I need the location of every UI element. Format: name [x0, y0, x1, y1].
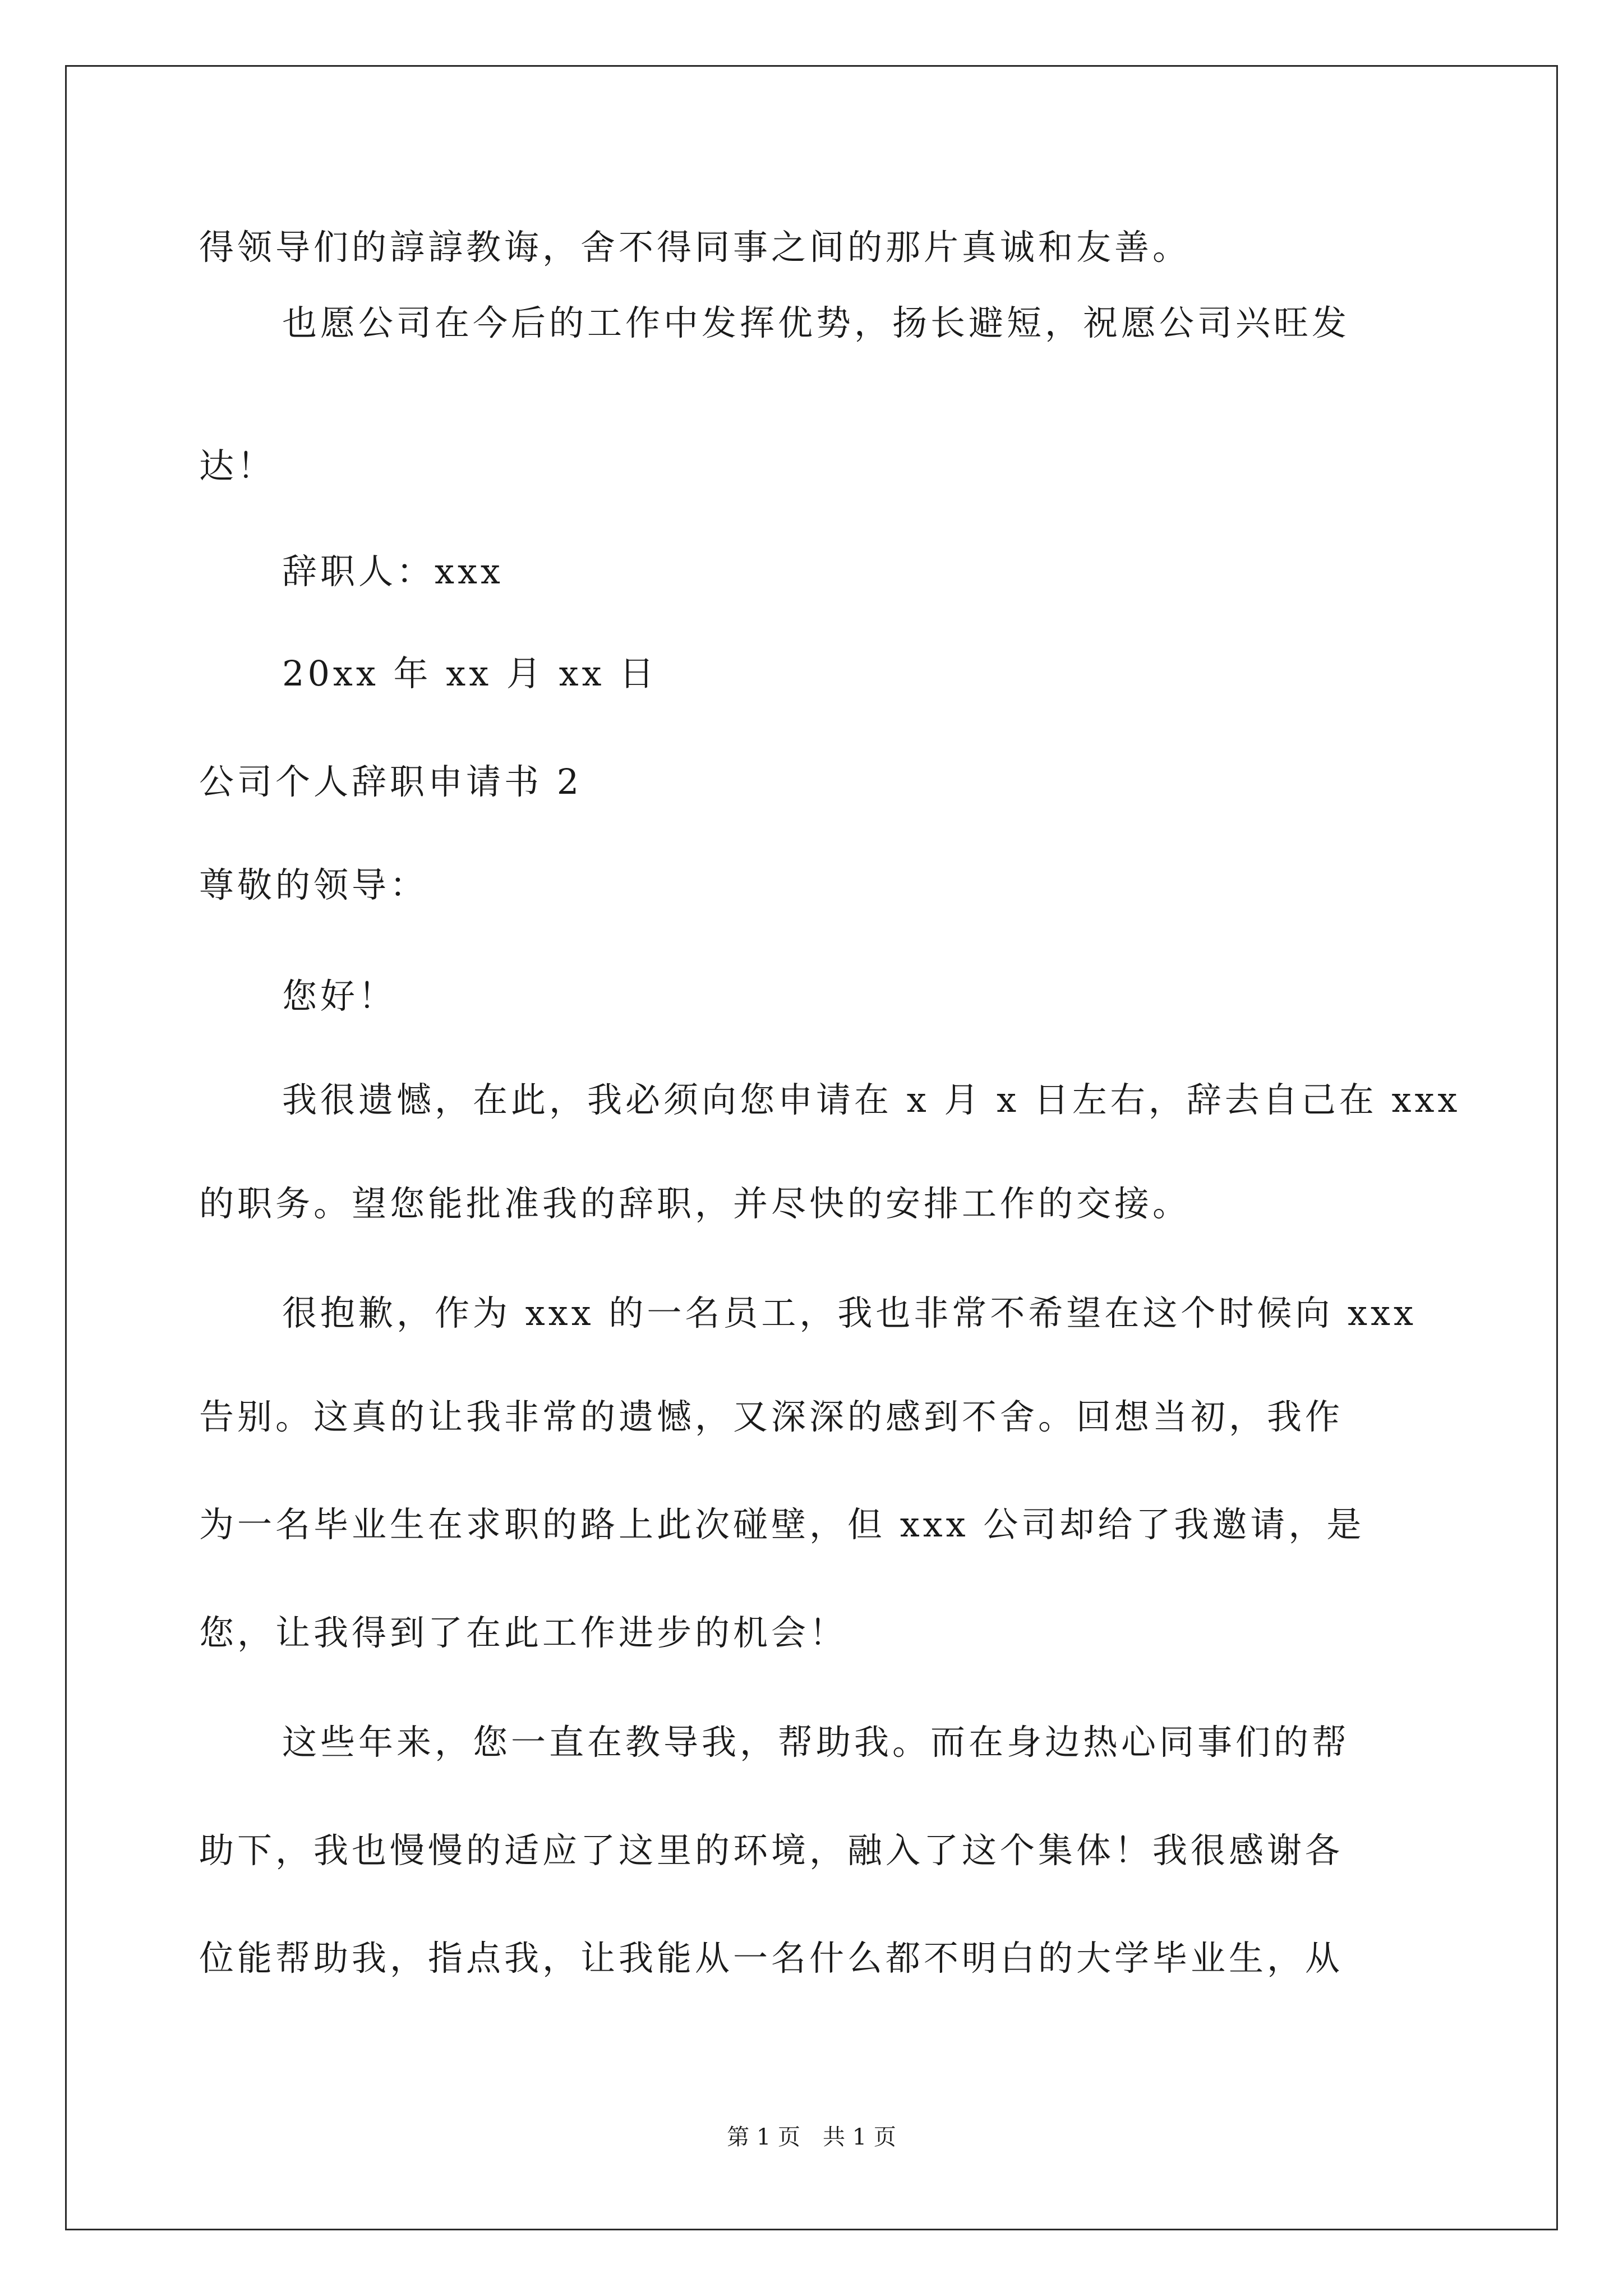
signature-line: 辞职人：xxx: [282, 551, 504, 592]
text-line: 这些年来，您一直在教导我，帮助我。而在身边热心同事们的帮: [282, 1722, 1350, 1763]
text-line: 的职务。望您能批准我的辞职，并尽快的安排工作的交接。: [199, 1183, 1191, 1224]
text-line: 助下，我也慢慢的适应了这里的环境，融入了这个集体！我很感谢各: [199, 1830, 1344, 1871]
greeting: 您好！: [282, 976, 397, 1016]
salutation: 尊敬的领导：: [199, 864, 428, 905]
section-title: 公司个人辞职申请书 2: [199, 761, 583, 802]
page-number-footer: 第 1 页 共 1 页: [727, 2124, 896, 2150]
date-line: 20xx 年 xx 月 xx 日: [282, 653, 658, 694]
text-line: 得领导们的諄諄教诲，舍不得同事之间的那片真诚和友善。: [199, 227, 1191, 268]
text-line: 告别。这真的让我非常的遗憾，又深深的感到不舍。回想当初，我作: [199, 1396, 1344, 1437]
text-line: 您，让我得到了在此工作进步的机会！: [199, 1612, 848, 1653]
text-line: 达！: [199, 445, 276, 486]
text-line: 位能帮助我，指点我，让我能从一名什么都不明白的大学毕业生，从: [199, 1938, 1344, 1978]
text-line: 我很遗憾，在此，我必须向您申请在 x 月 x 日左右，辞去自己在 xxx: [282, 1079, 1461, 1120]
page-border: [65, 65, 1558, 2230]
text-line: 为一名毕业生在求职的路上此次碰壁，但 xxx 公司却给了我邀请，是: [199, 1504, 1365, 1545]
text-line: 也愿公司在今后的工作中发挥优势，扬长避短，祝愿公司兴旺发: [282, 302, 1350, 343]
text-line: 很抱歉，作为 xxx 的一名员工，我也非常不希望在这个时候向 xxx: [282, 1292, 1417, 1333]
